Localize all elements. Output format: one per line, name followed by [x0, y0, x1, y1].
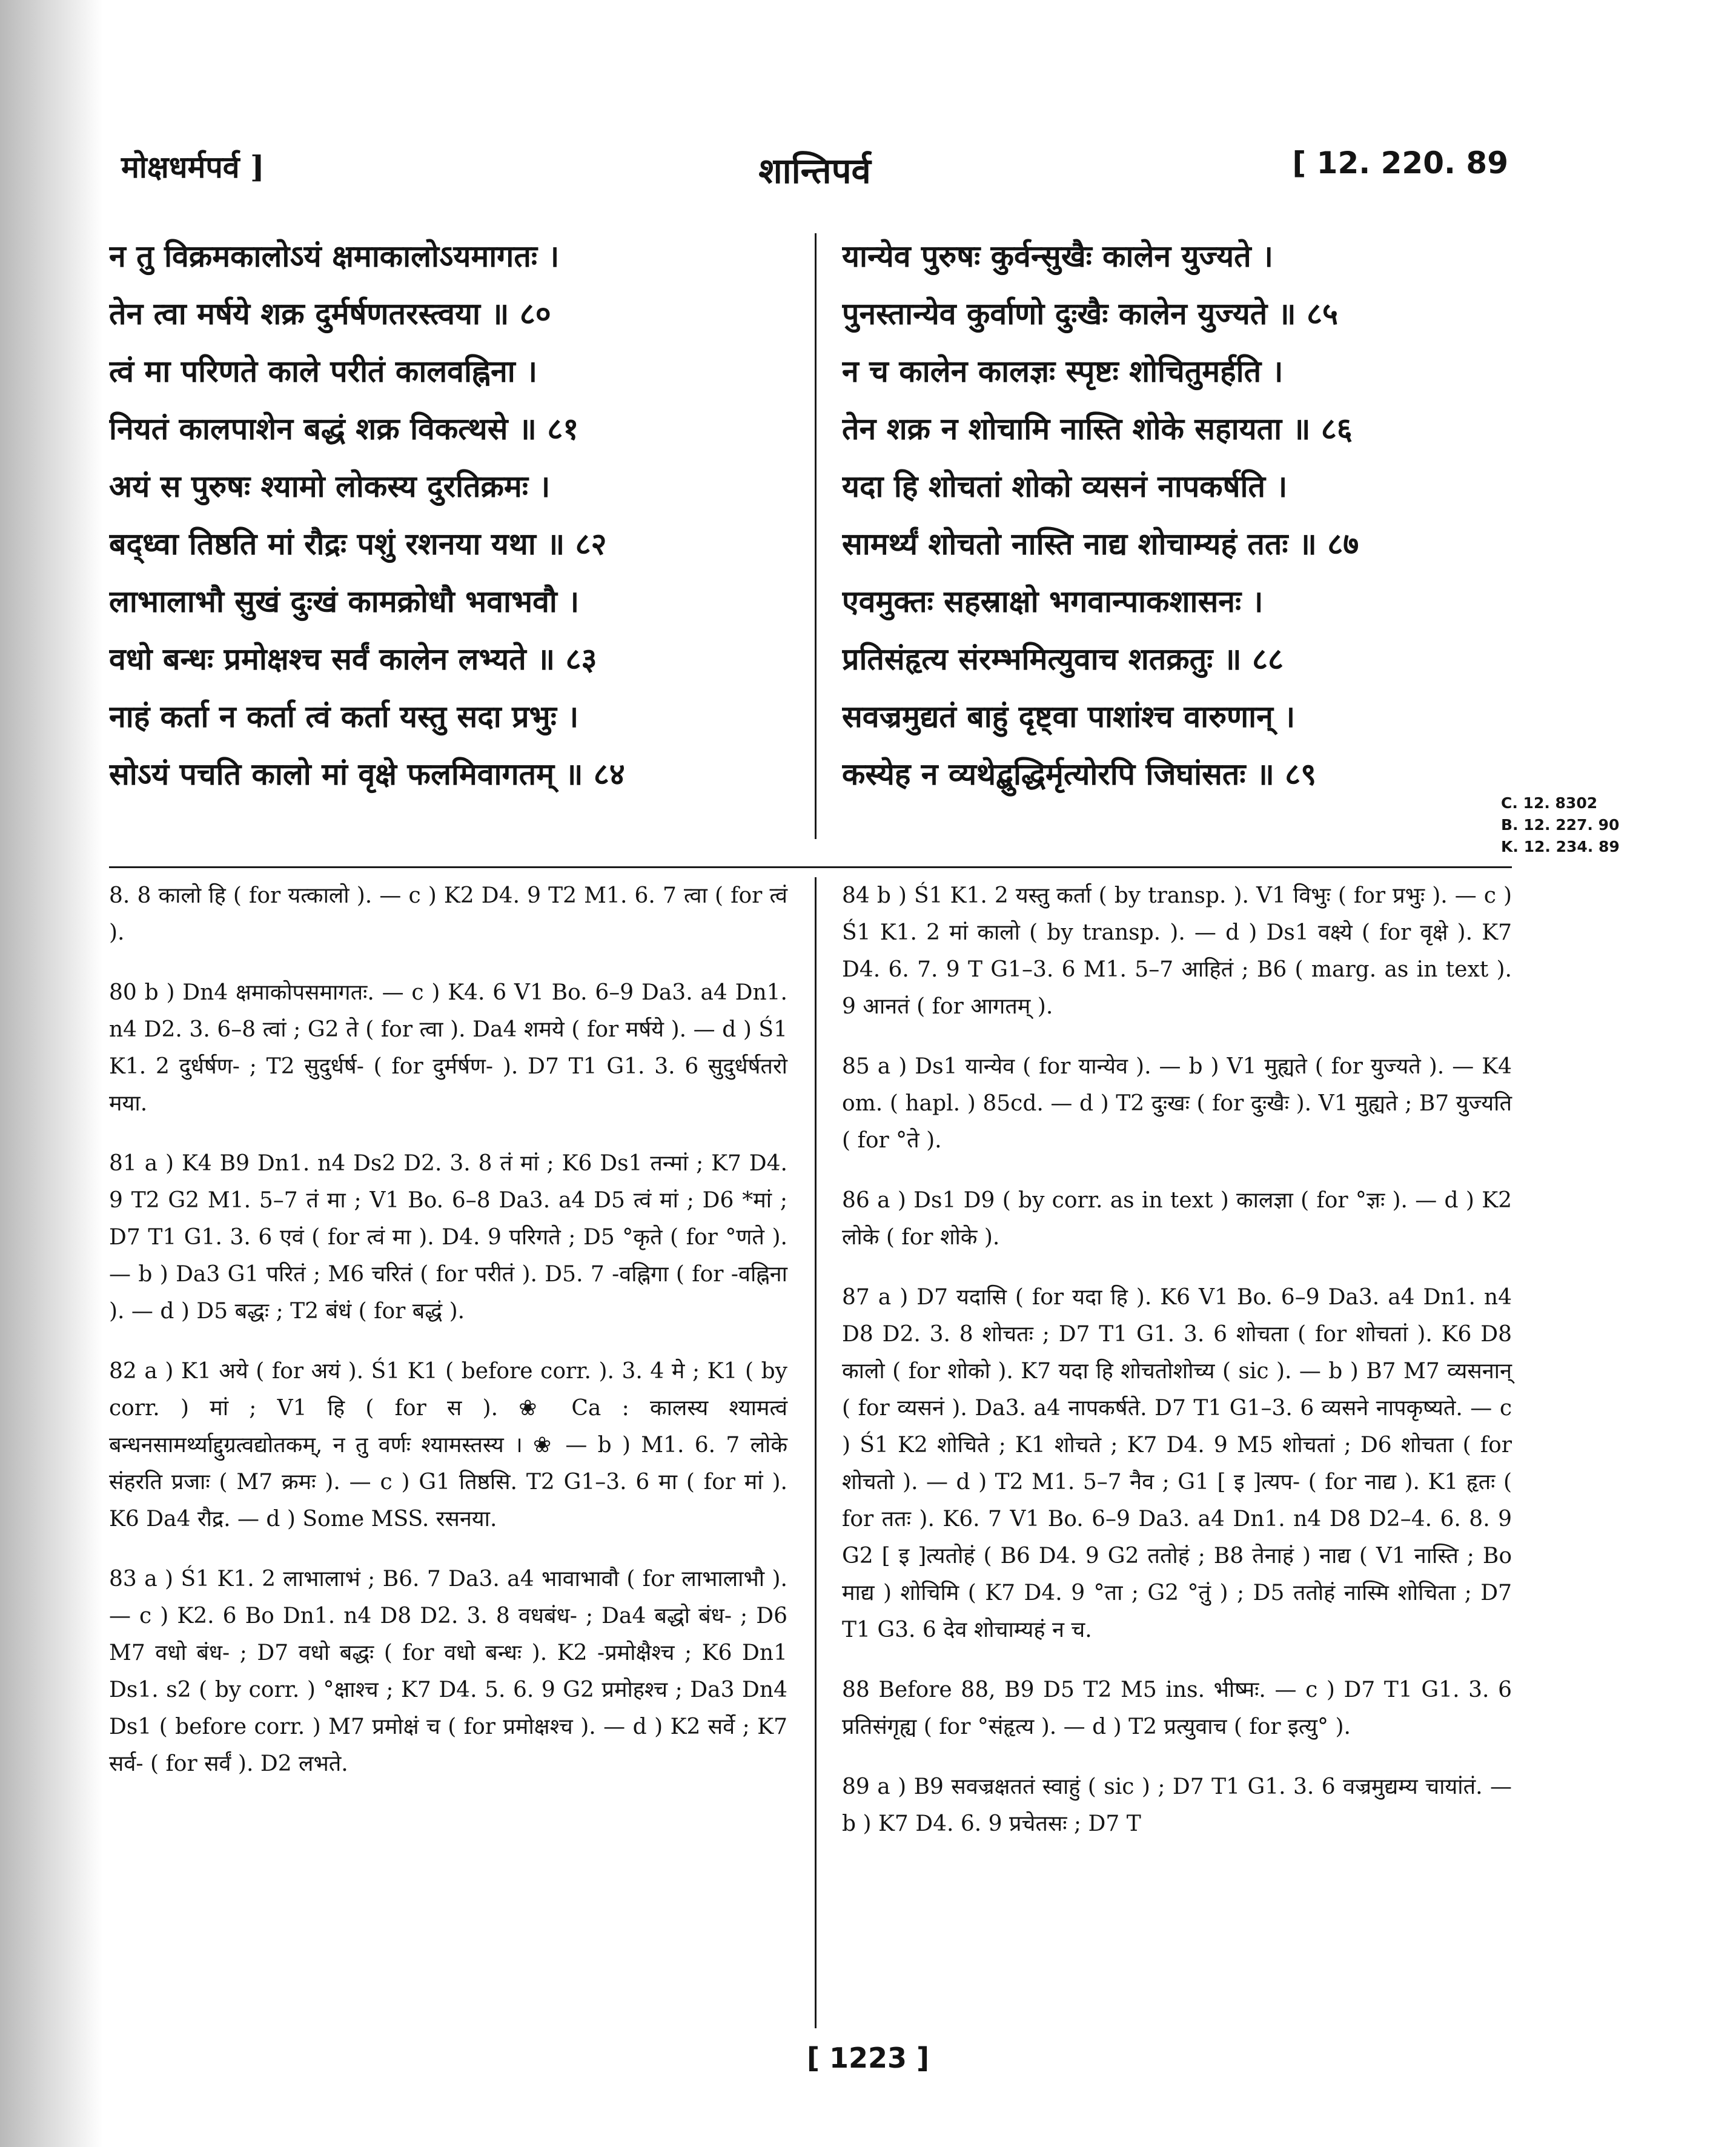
scan-shadow-edge: [0, 0, 103, 2147]
verse-line: वधो बन्धः प्रमोक्षश्च सर्वं कालेन लभ्यते ॥ ८३: [109, 641, 597, 677]
apparatus-note: 81 a ) K4 B9 Dn1. n4 Ds2 D2. 3. 8 तं मां ; K6 Ds1 तन्मां ; K7 D4. 9 T2 G2 M1. 5–7 तं मा ; V1 Bo. 6–8 Da3. a4 D5 त्वं मां ; D6 *मां ; D7 T1 G1. 3. 6 एवं ( for त्वं मा ). D4. 9 परिगते ; D5 °कृते ( for °णते ). — b ) Da3 G1 परितं ; M6 चरितं ( for परीतं ). D5. 7 -वह्निगा ( for -वह्निना ). — d ) D5 बद्धः ; T2 बंधं ( for बद्धं ).: [109, 1151, 787, 1324]
verse-line: त्वं मा परिणते काले परीतं कालवह्निना ।: [109, 353, 538, 389]
apparatus-note: 87 a ) D7 यदासि ( for यदा हि ). K6 V1 Bo. 6–9 Da3. a4 Dn1. n4 D8 D2. 3. 8 शोचतः ; D7 T1 G1. 3. 6 शोचता ( for शोचतां ). K6 D8 कालो ( for शोको ). K7 यदा हि शोचतोशोच्य ( sic ). — b ) B7 M7 व्यसनान् ( for व्यसनं ). Da3. a4 नापकर्षते. D7 T1 G1–3. 6 व्यसने नापकृष्यते. — c ) Ś1 K2 शोचिते ; K1 शोचते ; K7 D4. 9 M5 शोचतां ; D6 शोचता ( for शोचतो ). — d ) T2 M1. 5–7 नैव ; G1 [ इ ]त्यप- ( for नाद्य ). K1 हृतः ( for ततः ). K6. 7 V1 Bo. 6–9 Da3. a4 Dn1. n4 D8 D2–4. 6. 8. 9 G2 [ इ ]त्यतोहं ( B6 D4. 9 G2 ततोहं ; B8 तेनाहं ) नाद्य ( V1 नास्ति ; Bo माद्य ) शोचिमि ( K7 D4. 9 °ता ; G2 °तुं ) ; D5 ततोहं नास्मि शोचिता ; D7 T1 G3. 6 देव शोचाम्यहं न च.: [842, 1285, 1512, 1642]
verse-column-left: [109, 227, 793, 857]
apparatus-note: 82 a ) K1 अये ( for अयं ). Ś1 K1 ( before corr. ). 3. 4 मे ; K1 ( by corr. ) मां ; V1 हि ( for स ). ❀ Ca : कालस्य श्यामत्वं बन्धनसामर्थ्याद्दुग्रत्वद्योतकम्, न तु वर्णः श्यामस्तस्य । ❀ — b ) M1. 6. 7 लोके संहरति प्रजाः ( M7 क्रमः ). — c ) G1 तिष्ठसि. T2 G1–3. 6 मा ( for मां ). K6 Da4 रौद्र. — d ) Some MSS. रसनया.: [109, 1359, 787, 1531]
concordance-sidenote: [1501, 792, 1620, 858]
sidenote-line: C. 12. 8302: [1501, 794, 1598, 812]
apparatus-column-right: [842, 877, 1512, 1865]
header-book-title: शान्तिपर्व: [758, 150, 871, 191]
apparatus-note: 83 a ) Ś1 K1. 2 लाभालाभं ; B6. 7 Da3. a4 भावाभावौ ( for लाभालाभौ ). — c ) K2. 6 Bo Dn1. n4 D8 D2. 3. 8 वधबंध- ; Da4 बद्धो बंध- ; D6 M7 वधो बंध- ; D7 वधो बद्धः ( for वधो बन्धः ). K2 -प्रमोक्षैश्च ; K6 Dn1 Ds1. s2 ( by corr. ) °क्षाश्च ; K7 D4. 5. 6. 9 G2 प्रमोहश्च ; Da3 Dn4 Ds1 ( before corr. ) M7 प्रमोक्षं च ( for प्रमोक्षश्च ). — d ) K2 सर्वे ; K7 सर्व- ( for सर्वं ). D2 लभते.: [109, 1567, 787, 1776]
verse-line: प्रतिसंहृत्य संरम्भमित्युवाच शतक्रतुः ॥ ८८: [842, 641, 1284, 677]
verse-line: नाहं कर्ता न कर्ता त्वं कर्ता यस्तु सदा प्रभुः ।: [109, 699, 579, 734]
verse-line: तेन त्वा मर्षये शक्र दुर्मर्षणतरस्त्वया ॥ ८०: [109, 296, 551, 331]
apparatus-note: 8. 8 कालो हि ( for यत्कालो ). — c ) K2 D4. 9 T2 M1. 6. 7 त्वा ( for त्वं ).: [109, 883, 787, 945]
apparatus-note: 84 b ) Ś1 K1. 2 यस्तु कर्ता ( by transp. ). V1 विभुः ( for प्रभुः ). — c ) Ś1 K1. 2 मां कालो ( by transp. ). — d ) Ds1 वक्ष्ये ( for वृक्षे ). K7 D4. 6. 7. 9 T G1–3. 6 M1. 5–7 आहितं ; B6 ( marg. as in text ). 9 आनतं ( for आगतम् ).: [842, 883, 1512, 1019]
verse-line: यान्येव पुरुषः कुर्वन्सुखैः कालेन युज्यते ।: [842, 238, 1273, 274]
apparatus-note: 89 a ) B9 सवज्रक्षततं स्वाहुं ( sic ) ; D7 T1 G1. 3. 6 वज्रमुद्यम्य चायांतं. — b ) K7 D4. 6. 9 प्रचेतसः ; D7 T: [842, 1774, 1512, 1836]
verse-line: लाभालाभौ सुखं दुःखं कामक्रोधौ भवाभवौ ।: [109, 583, 580, 619]
verse-block: [109, 227, 1514, 857]
verse-line: सवज्रमुद्यतं बाहुं दृष्ट्वा पाशांश्च वारुणान् ।: [842, 699, 1296, 734]
verse-line: एवमुक्तः सहस्राक्षो भगवान्पाकशासनः ।: [842, 583, 1264, 619]
verse-line: नियतं कालपाशेन बद्धं शक्र विकत्थसे ॥ ८१: [109, 411, 579, 446]
sidenote-line: K. 12. 234. 89: [1501, 838, 1620, 855]
apparatus-note: 85 a ) Ds1 यान्येव ( for यान्येव ). — b ) V1 मुह्यते ( for युज्यते ). — K4 om. ( hapl. ) 85cd. — d ) T2 दुःखः ( for दुःखैः ). V1 मुह्यते ; B7 युज्यति ( for °ते ).: [842, 1054, 1512, 1153]
header-section-name: मोक्षधर्मपर्व ]: [121, 149, 265, 185]
apparatus-column-divider: [815, 877, 817, 2028]
verse-line: न च कालेन कालज्ञः स्पृष्टः शोचितुमर्हति ।: [842, 353, 1284, 389]
critical-apparatus: [109, 877, 1512, 2028]
page-header: [121, 145, 1508, 194]
verse-line: तेन शक्र न शोचामि नास्ति शोके सहायता ॥ ८६: [842, 411, 1353, 446]
apparatus-note: 86 a ) Ds1 D9 ( by corr. as in text ) कालज्ञा ( for °ज्ञः ). — d ) K2 लोके ( for शोके ).: [842, 1188, 1512, 1250]
verse-line: अयं स पुरुषः श्यामो लोकस्य दुरतिक्रमः ।: [109, 468, 551, 504]
verse-line: सोऽयं पचति कालो मां वृक्षे फलमिवागतम् ॥ ८४: [109, 756, 625, 792]
header-verse-reference: [ 12. 220. 89: [1292, 145, 1508, 181]
apparatus-column-left: [109, 877, 787, 1805]
apparatus-note: 88 Before 88, B9 D5 T2 M5 ins. भीष्मः. — c ) D7 T1 G1. 3. 6 प्रतिसंगृह्य ( for °संहृत्य ). — d ) T2 प्रत्युवाच ( for इत्यु° ).: [842, 1677, 1512, 1739]
verse-line: बद्ध्वा तिष्ठति मां रौद्रः पशुं रशनया यथा ॥ ८२: [109, 526, 607, 562]
verse-line: कस्येह न व्यथेद्बुद्धिर्मृत्योरपि जिघांसतः ॥ ८९: [842, 756, 1317, 792]
verse-line: यदा हि शोचतां शोको व्यसनं नापकर्षति ।: [842, 468, 1288, 504]
verse-column-right: [842, 227, 1514, 857]
verse-line: न तु विक्रमकालोऽयं क्षमाकालोऽयमागतः ।: [109, 238, 560, 274]
apparatus-note: 80 b ) Dn4 क्षमाकोपसमागतः. — c ) K4. 6 V1 Bo. 6–9 Da3. a4 Dn1. n4 D2. 3. 6–8 त्वां ; G2 ते ( for त्वा ). Da4 शमये ( for मर्षये ). — d ) Ś1 K1. 2 दुर्धर्षण- ; T2 सुदुर्धर्ष- ( for दुर्मर्षण- ). D7 T1 G1. 3. 6 सुदुर्धर्षतरो मया.: [109, 980, 787, 1116]
verse-line: पुनस्तान्येव कुर्वाणो दुःखैः कालेन युज्यते ॥ ८५: [842, 296, 1338, 331]
apparatus-separator-rule: [109, 866, 1512, 868]
page-number: [ 1223 ]: [806, 2042, 930, 2074]
sidenote-line: B. 12. 227. 90: [1501, 816, 1620, 834]
verse-line: सामर्थ्यं शोचतो नास्ति नाद्य शोचाम्यहं ततः ॥ ८७: [842, 526, 1359, 562]
verse-column-divider: [815, 233, 817, 839]
